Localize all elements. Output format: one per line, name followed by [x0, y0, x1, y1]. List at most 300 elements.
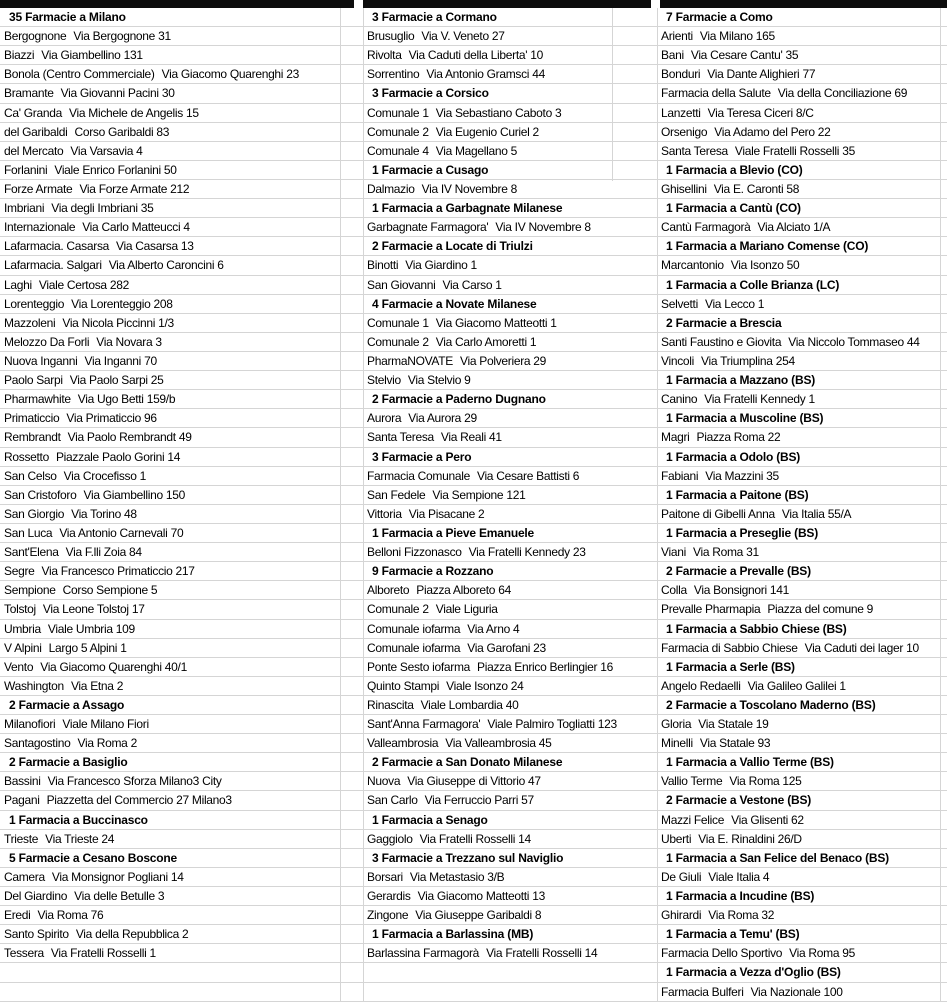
section-header: 2 Farmacie a Locate di Triulzi: [372, 239, 533, 254]
pharmacy-entry-row: [363, 772, 657, 791]
pharmacy-address: Via Paolo Sarpi 25: [69, 373, 164, 388]
pharmacy-name: Paolo Sarpi: [4, 373, 63, 388]
pharmacy-entry-row: [363, 46, 657, 65]
pharmacy-name: Mazzoleni: [4, 315, 56, 330]
pharmacy-address: Via E. Caronti 58: [713, 181, 800, 196]
pharmacy-address: Via Giuseppe Garibaldi 8: [415, 908, 542, 923]
section-header: 2 Farmacie a Assago: [9, 697, 125, 712]
pharmacy-entry-row: [657, 104, 947, 123]
pharmacy-entry-row: [657, 467, 947, 486]
pharmacy-entry-row: [363, 639, 657, 658]
pharmacy-entry-row: [0, 27, 340, 46]
pharmacy-entry-row: [363, 906, 657, 925]
pharmacy-name: San Fedele: [367, 487, 426, 502]
pharmacy-entry-row: [0, 543, 340, 562]
pharmacy-entry-row: [0, 868, 340, 887]
section-header: 1 Farmacia a Mazzano (BS): [666, 373, 816, 388]
pharmacy-entry-row: [0, 581, 340, 600]
pharmacy-entry-row: [363, 658, 657, 677]
pharmacy-name: Bonola (Centro Commerciale): [4, 67, 155, 82]
section-header: 1 Farmacia a San Felice del Benaco (BS): [666, 850, 889, 865]
pharmacy-name: Nuova Inganni: [4, 353, 78, 368]
pharmacy-address: Via Giambellino 131: [41, 48, 143, 63]
pharmacy-address: Via Arno 4: [467, 621, 520, 636]
section-header: 2 Farmacie a Brescia: [666, 315, 782, 330]
pharmacy-entry-row: [363, 467, 657, 486]
section-header: 3 Farmacie a Cormano: [372, 10, 497, 24]
section-header: 7 Farmacie a Como: [666, 10, 773, 24]
pharmacy-address: Via Giardino 1: [405, 258, 477, 273]
pharmacy-name: Viani: [661, 545, 686, 560]
pharmacy-address: Via Bonsignori 141: [693, 583, 789, 598]
pharmacy-address: Via Trieste 24: [45, 831, 115, 846]
pharmacy-name: Forlanini: [4, 162, 48, 177]
pharmacy-entry-row: [363, 868, 657, 887]
pharmacy-address: Via Roma 31: [692, 545, 759, 560]
pharmacy-address: Via Ugo Betti 159/b: [77, 392, 176, 407]
pharmacy-name: Farmacia di Sabbio Chiese: [661, 640, 798, 655]
pharmacy-name: Binotti: [367, 258, 399, 273]
pharmacy-entry-row: [363, 696, 657, 715]
pharmacy-name: Santagostino: [4, 736, 71, 751]
pharmacy-address: Viale Certosa 282: [38, 277, 129, 292]
pharmacy-name: Vittoria: [367, 506, 402, 521]
pharmacy-address: Via Bergognone 31: [73, 29, 171, 44]
pharmacy-address: Piazza Alboreto 64: [416, 583, 511, 598]
section-header: 1 Farmacia a Sabbio Chiese (BS): [666, 621, 847, 636]
pharmacy-address: Via Triumplina 254: [701, 353, 795, 368]
pharmacy-entry-row: [657, 218, 947, 237]
pharmacy-address: Via Niccolo Tommaseo 44: [788, 334, 920, 349]
pharmacy-address: Via Cesare Battisti 6: [476, 468, 580, 483]
pharmacy-entry-row: [0, 600, 340, 619]
pharmacy-entry-row: [0, 791, 340, 810]
pharmacy-entry-row: [657, 639, 947, 658]
pharmacy-entry-row: [363, 314, 657, 333]
pharmacy-name: San Carlo: [367, 793, 418, 808]
column-1: [0, 8, 340, 963]
pharmacy-name: Pagani: [4, 793, 40, 808]
pharmacy-address: Via Reali 41: [440, 430, 502, 445]
section-header: 5 Farmacie a Cesano Boscone: [9, 850, 178, 865]
pharmacy-entry-row: [657, 65, 947, 84]
pharmacy-address: Via Forze Armate 212: [79, 181, 190, 196]
column-2: [363, 8, 657, 963]
pharmacy-entry-row: [363, 581, 657, 600]
pharmacy-entry-row: [363, 677, 657, 696]
pharmacy-entry-row: [0, 925, 340, 944]
pharmacy-name: Rossetto: [4, 449, 49, 464]
section-header: 1 Farmacia a Preseglie (BS): [666, 525, 819, 540]
pharmacy-entry-row: [363, 142, 657, 161]
pharmacy-entry-row: [363, 104, 657, 123]
pharmacy-entry-row: [0, 906, 340, 925]
pharmacy-entry-row: [0, 218, 340, 237]
section-header: 2 Farmacie a Toscolano Maderno (BS): [666, 697, 876, 712]
pharmacy-address: Via Isonzo 50: [730, 258, 800, 273]
pharmacy-name: Tolstoj: [4, 602, 36, 617]
pharmacy-address: Via Crocefisso 1: [63, 468, 147, 483]
section-header: 2 Farmacie a Prevalle (BS): [666, 564, 811, 579]
pharmacy-name: Imbriani: [4, 201, 45, 216]
pharmacy-address: Via Lorenteggio 208: [71, 296, 173, 311]
pharmacy-entry-row: [363, 428, 657, 447]
pharmacy-name: Brusuglio: [367, 29, 415, 44]
pharmacy-entry-row: [363, 409, 657, 428]
pharmacy-entry-row: [0, 505, 340, 524]
pharmacy-address: Via della Conciliazione 69: [777, 86, 908, 101]
pharmacy-entry-row: [0, 161, 340, 180]
pharmacy-address: Via Roma 2: [77, 736, 137, 751]
pharmacy-name: Cantù Farmagorà: [661, 220, 751, 235]
pharmacy-address: Via IV Novembre 8: [495, 220, 591, 235]
pharmacy-name: Rivolta: [367, 48, 402, 63]
pharmacy-address: Via Giacomo Matteotti 1: [435, 315, 557, 330]
pharmacy-address: Via Fratelli Kennedy 1: [704, 392, 815, 407]
pharmacy-entry-row: [0, 65, 340, 84]
pharmacy-address: Via Roma 125: [729, 774, 802, 789]
pharmacy-address: Via Alberto Caroncini 6: [108, 258, 224, 273]
pharmacy-name: Barlassina Farmagorà: [367, 946, 480, 961]
pharmacy-name: Santo Spirito: [4, 927, 69, 942]
pharmacy-entry-row: [0, 295, 340, 314]
pharmacy-name: Rembrandt: [4, 430, 61, 445]
pharmacy-name: Santa Teresa: [367, 430, 434, 445]
pharmacy-entry-row: [0, 104, 340, 123]
pharmacy-name: Bramante: [4, 86, 54, 101]
pharmacy-address: Via Ferruccio Parri 57: [424, 793, 534, 808]
pharmacy-entry-row: [0, 620, 340, 639]
pharmacy-name: Laghi: [4, 277, 32, 292]
pharmacy-entry-row: [0, 524, 340, 543]
pharmacy-name: Comunale 2: [367, 602, 429, 617]
pharmacy-address: Via Stelvio 9: [407, 373, 471, 388]
pharmacy-entry-row: [0, 772, 340, 791]
pharmacy-address: Via Garofani 23: [467, 640, 546, 655]
pharmacy-address: Via Antonio Carnevali 70: [59, 525, 184, 540]
pharmacy-entry-row: [657, 333, 947, 352]
pharmacy-entry-row: [657, 715, 947, 734]
pharmacy-name: Milanofiori: [4, 717, 56, 732]
pharmacy-address: Via Sebastiano Caboto 3: [435, 105, 562, 120]
pharmacy-entry-row: [657, 600, 947, 619]
pharmacy-name: Stelvio: [367, 373, 401, 388]
pharmacy-address: Via Teresa Ciceri 8/C: [707, 105, 814, 120]
pharmacy-entry-row: [0, 830, 340, 849]
pharmacy-name: Santa Teresa: [661, 143, 728, 158]
pharmacy-entry-row: [657, 352, 947, 371]
pharmacy-address: Via Varsavia 4: [70, 143, 143, 158]
pharmacy-entry-row: [363, 486, 657, 505]
pharmacy-name: Farmacia della Salute: [661, 86, 771, 101]
section-header: 1 Farmacia a Temu' (BS): [666, 927, 800, 942]
pharmacy-name: Trieste: [4, 831, 39, 846]
pharmacy-entry-row: [657, 983, 947, 1002]
pharmacy-name: Comunale 1: [367, 315, 429, 330]
pharmacy-address: Via Casarsa 13: [116, 239, 194, 254]
pharmacy-entry-row: [657, 581, 947, 600]
section-header: 1 Farmacia a Mariano Comense (CO): [666, 239, 869, 254]
pharmacy-address: Via Dante Alighieri 77: [707, 67, 816, 82]
pharmacy-entry-row: [363, 715, 657, 734]
pharmacy-name: Sorrentino: [367, 67, 420, 82]
pharmacy-entry-row: [0, 562, 340, 581]
pharmacy-name: PharmaNOVATE: [367, 353, 453, 368]
pharmacy-address: Via Giovanni Pacini 30: [60, 86, 175, 101]
pharmacy-name: Santi Faustino e Giovita: [661, 334, 782, 349]
pharmacy-name: Colla: [661, 583, 687, 598]
pharmacy-entry-row: [363, 333, 657, 352]
pharmacy-name: Aurora: [367, 411, 402, 426]
pharmacy-entry-row: [0, 352, 340, 371]
pharmacy-address: Via Torino 48: [71, 506, 137, 521]
section-header: 1 Farmacia a Muscoline (BS): [666, 411, 824, 426]
pharmacy-name: Vallio Terme: [661, 774, 723, 789]
pharmacy-name: Sempione: [4, 583, 56, 598]
section-header: 1 Farmacia a Paitone (BS): [666, 487, 809, 502]
pharmacy-name: Rinascita: [367, 697, 414, 712]
pharmacy-address: Via Milano 165: [699, 29, 775, 44]
pharmacy-address: Piazzale Paolo Gorini 14: [55, 449, 181, 464]
pharmacy-entry-row: [363, 505, 657, 524]
pharmacy-name: Angelo Redaelli: [661, 678, 741, 693]
pharmacy-entry-row: [657, 906, 947, 925]
pharmacy-address: Via Sempione 121: [432, 487, 526, 502]
pharmacy-address: Viale Lombardia 40: [420, 697, 519, 712]
section-header: 1 Farmacia a Incudine (BS): [666, 889, 815, 904]
section-header: 1 Farmacia a Garbagnate Milanese: [372, 201, 563, 216]
pharmacy-entry-row: [0, 84, 340, 103]
section-header: 9 Farmacie a Rozzano: [372, 564, 494, 579]
pharmacy-name: Comunale 1: [367, 105, 429, 120]
pharmacy-entry-row: [363, 27, 657, 46]
pharmacy-address: Via Magellano 5: [435, 143, 518, 158]
section-header: 2 Farmacie a Vestone (BS): [666, 793, 812, 808]
pharmacy-entry-row: [0, 944, 340, 963]
pharmacy-entry-row: [363, 543, 657, 562]
pharmacy-name: Quinto Stampi: [367, 678, 440, 693]
pharmacy-name: Lorenteggio: [4, 296, 65, 311]
pharmacy-address: Via Caduti dei lager 10: [804, 640, 919, 655]
pharmacy-entry-row: [0, 46, 340, 65]
pharmacy-name: Melozzo Da Forli: [4, 334, 90, 349]
pharmacy-name: Ponte Sesto iofarma: [367, 659, 471, 674]
pharmacy-entry-row: [0, 390, 340, 409]
pharmacy-name: Fabiani: [661, 468, 699, 483]
pharmacy-entry-row: [363, 65, 657, 84]
pharmacy-name: Washington: [4, 678, 64, 693]
pharmacy-name: Canino: [661, 392, 698, 407]
pharmacy-entry-row: [657, 944, 947, 963]
pharmacy-name: Segre: [4, 564, 35, 579]
pharmacy-entry-row: [657, 428, 947, 447]
pharmacy-address: Via Novara 3: [96, 334, 162, 349]
pharmacy-name: Ghirardi: [661, 908, 702, 923]
section-header: 2 Farmacie a Paderno Dugnano: [372, 392, 546, 407]
pharmacy-name: Lafarmacia. Salgari: [4, 258, 102, 273]
pharmacy-address: Via Statale 93: [699, 736, 771, 751]
pharmacy-address: Via Giacomo Quarenghi 40/1: [40, 659, 187, 674]
pharmacy-entry-row: [363, 276, 657, 295]
pharmacy-address: Viale Italia 4: [708, 869, 770, 884]
pharmacy-address: Viale Enrico Forlanini 50: [54, 162, 177, 177]
pharmacy-entry-row: [657, 256, 947, 275]
pharmacy-address: Via Giacomo Matteotti 13: [417, 889, 545, 904]
pharmacy-entry-row: [363, 944, 657, 963]
pharmacy-address: Via Roma 32: [708, 908, 775, 923]
pharmacy-address: Via Primaticcio 96: [66, 411, 157, 426]
pharmacy-name: Sant'Elena: [4, 545, 59, 560]
pharmacy-entry-row: [0, 409, 340, 428]
pharmacy-name: Selvetti: [661, 296, 698, 311]
pharmacy-address: Via Adamo del Pero 22: [714, 124, 831, 139]
pharmacy-name: Farmacia Bulferi: [661, 984, 744, 999]
pharmacy-address: Via Roma 76: [37, 908, 104, 923]
pharmacy-address: Via Cesare Cantu' 35: [690, 48, 799, 63]
pharmacy-entry-row: [363, 218, 657, 237]
pharmacy-address: Via Francesco Primaticcio 217: [41, 564, 195, 579]
pharmacy-entry-row: [657, 27, 947, 46]
pharmacy-entry-row: [657, 295, 947, 314]
pharmacy-entry-row: [363, 620, 657, 639]
pharmacy-address: Via della Repubblica 2: [75, 927, 189, 942]
pharmacy-address: Viale Liguria: [435, 602, 498, 617]
pharmacy-address: Via IV Novembre 8: [421, 181, 518, 196]
pharmacy-name: Ghisellini: [661, 181, 707, 196]
pharmacy-entry-row: [363, 791, 657, 810]
pharmacy-entry-row: [363, 352, 657, 371]
section-header: 1 Farmacia a Cantù (CO): [666, 201, 801, 216]
pharmacy-address: Piazzetta del Commercio 27 Milano3: [46, 793, 232, 808]
pharmacy-entry-row: [0, 639, 340, 658]
pharmacy-address: Via Fratelli Rosselli 14: [419, 831, 531, 846]
pharmacy-name: Gaggiolo: [367, 831, 413, 846]
pharmacy-address: Via Nazionale 100: [750, 984, 843, 999]
pharmacy-name: Farmacia Comunale: [367, 468, 470, 483]
pharmacy-address: Via Nicola Piccinni 1/3: [62, 315, 174, 330]
pharmacy-address: Via Francesco Sforza Milano3 City: [47, 774, 222, 789]
pharmacy-name: Vento: [4, 659, 34, 674]
pharmacy-address: Corso Sempione 5: [62, 583, 158, 598]
pharmacy-entry-row: [0, 448, 340, 467]
pharmacy-address: Corso Garibaldi 83: [74, 124, 170, 139]
pharmacy-entry-row: [0, 314, 340, 333]
section-header: 1 Farmacia a Vallio Terme (BS): [666, 755, 834, 770]
pharmacy-name: Orsenigo: [661, 124, 708, 139]
pharmacy-name: Comunale 4: [367, 143, 429, 158]
section-header: 4 Farmacie a Novate Milanese: [372, 296, 537, 311]
pharmacy-entry-row: [0, 467, 340, 486]
pharmacy-name: Bergognone: [4, 29, 67, 44]
pharmacy-name: Vincoli: [661, 353, 695, 368]
pharmacy-name: Arienti: [661, 29, 693, 44]
pharmacy-address: Via Giacomo Quarenghi 23: [161, 67, 299, 82]
pharmacy-name: De Giuli: [661, 869, 702, 884]
pharmacy-entry-row: [657, 180, 947, 199]
pharmacy-entry-row: [0, 276, 340, 295]
pharmacy-address: Via F.lli Zoia 84: [65, 545, 142, 560]
pharmacy-address: Via Pisacane 2: [408, 506, 485, 521]
pharmacy-name: del Mercato: [4, 143, 64, 158]
pharmacy-name: Comunale iofarma: [367, 621, 461, 636]
pharmacy-name: Prevalle Pharmapia: [661, 602, 761, 617]
pharmacy-entry-row: [0, 428, 340, 447]
section-header: 3 Farmacie a Pero: [372, 449, 472, 464]
section-header: 1 Farmacia a Pieve Emanuele: [372, 525, 535, 540]
pharmacy-name: Umbria: [4, 621, 41, 636]
pharmacy-entry-row: [0, 180, 340, 199]
pharmacy-address: Viale Isonzo 24: [446, 678, 524, 693]
pharmacy-name: Comunale 2: [367, 124, 429, 139]
top-black-bar-segment-2: [363, 0, 651, 8]
pharmacy-name: San Giorgio: [4, 506, 65, 521]
pharmacy-entry-row: [657, 505, 947, 524]
pharmacy-entry-row: [363, 830, 657, 849]
pharmacy-address: Piazza Roma 22: [696, 430, 781, 445]
pharmacy-name: Valleambrosia: [367, 736, 439, 751]
section-header: 35 Farmacie a Milano: [9, 10, 126, 24]
pharmacy-entry-row: [0, 715, 340, 734]
pharmacy-address: Via Eugenio Curiel 2: [435, 124, 539, 139]
pharmacy-name: Pharmawhite: [4, 392, 71, 407]
pharmacy-name: Minelli: [661, 736, 693, 751]
pharmacy-address: Via Inganni 70: [84, 353, 157, 368]
pharmacy-address: Via Carso 1: [442, 277, 502, 292]
pharmacy-entry-row: [0, 123, 340, 142]
pharmacy-name: Zingone: [367, 908, 409, 923]
pharmacy-address: Viale Palmiro Togliatti 123: [487, 717, 617, 732]
pharmacy-name: San Luca: [4, 525, 53, 540]
pharmacy-entry-row: [657, 734, 947, 753]
pharmacy-address: Via Fratelli Rosselli 14: [486, 946, 598, 961]
pharmacy-address: Via Statale 19: [698, 717, 769, 732]
pharmacy-entry-row: [363, 371, 657, 390]
pharmacy-address: Piazza Enrico Berlingier 16: [477, 659, 614, 674]
column-3: [657, 8, 947, 1002]
pharmacy-address: Via Glisenti 62: [731, 812, 804, 827]
pharmacy-entry-row: [363, 256, 657, 275]
pharmacy-name: Forze Armate: [4, 181, 73, 196]
pharmacy-entry-row: [0, 256, 340, 275]
pharmacy-address: Via Monsignor Pogliani 14: [51, 869, 184, 884]
pharmacy-name: Alboreto: [367, 583, 410, 598]
top-black-bar-segment-1: [0, 0, 354, 8]
pharmacy-name: Bassini: [4, 774, 41, 789]
pharmacy-entry-row: [363, 180, 657, 199]
pharmacy-name: Gloria: [661, 717, 692, 732]
section-header: 1 Farmacia a Colle Brianza (LC): [666, 277, 840, 292]
section-header: 1 Farmacia a Serle (BS): [666, 659, 795, 674]
pharmacy-address: Via Antonio Gramsci 44: [426, 67, 545, 82]
pharmacy-name: V Alpini: [4, 640, 42, 655]
pharmacy-entry-row: [363, 123, 657, 142]
pharmacy-entry-row: [657, 772, 947, 791]
pharmacy-name: Eredi: [4, 908, 31, 923]
pharmacy-entry-row: [0, 887, 340, 906]
pharmacy-name: Nuova: [367, 774, 401, 789]
pharmacy-entry-row: [0, 333, 340, 352]
pharmacy-name: Sant'Anna Farmagora': [367, 717, 481, 732]
pharmacy-address: Via Fratelli Rosselli 1: [50, 946, 156, 961]
pharmacy-entry-row: [363, 734, 657, 753]
section-header: 1 Farmacia a Odolo (BS): [666, 449, 801, 464]
pharmacy-address: Via E. Rinaldini 26/D: [698, 831, 802, 846]
pharmacy-address: Via Alciato 1/A: [757, 220, 831, 235]
pharmacy-entry-row: [0, 486, 340, 505]
pharmacy-address: Via Giambellino 150: [83, 487, 185, 502]
pharmacy-name: Garbagnate Farmagora': [367, 220, 489, 235]
section-header: 3 Farmacie a Corsico: [372, 86, 489, 101]
